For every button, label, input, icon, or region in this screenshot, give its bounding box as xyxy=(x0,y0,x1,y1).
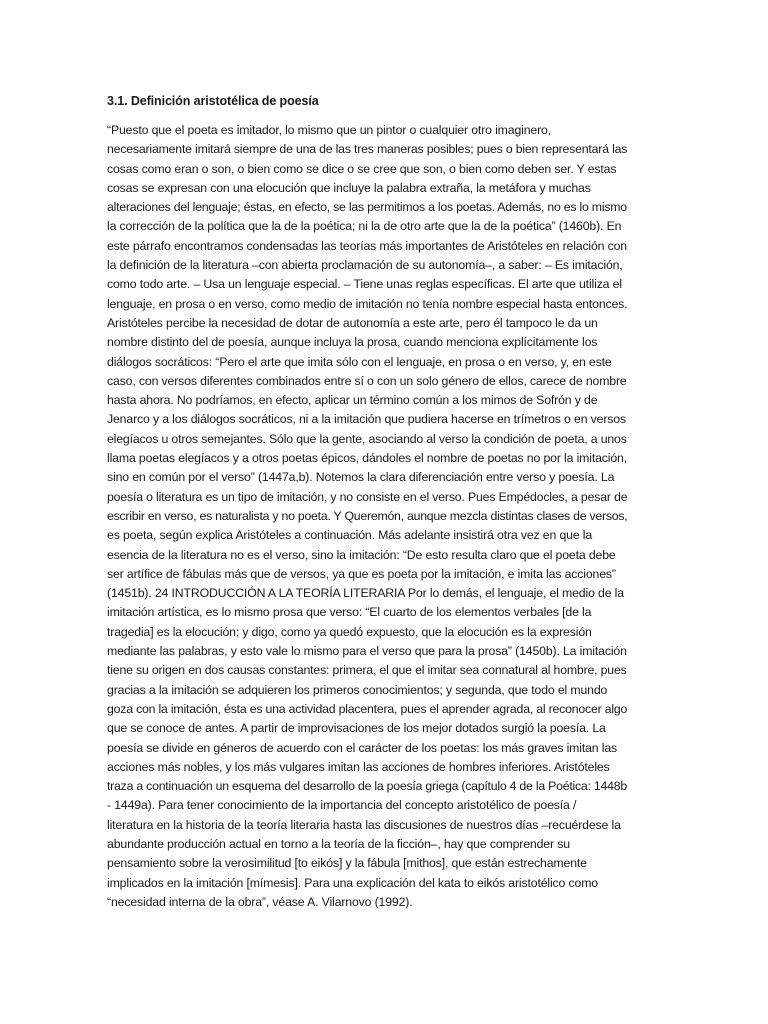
text-line: “Puesto que el poeta es imitador, lo mismo que un pintor o cualquier otro imaginero, xyxy=(107,123,552,137)
text-line: imitación artística, es lo mismo prosa que verso: “El cuarto de los elementos verbales [de la xyxy=(107,605,592,620)
text-line: como todo arte. – Usa un lenguaje especial. – Tiene unas reglas específicas. El arte que utiliza el xyxy=(107,277,622,292)
text-line: esencia de la literatura no es el verso, sino la imitación: “De esto resulta claro que el poeta debe xyxy=(107,547,616,562)
text-line: tiene su origen en dos causas constantes: primera, el que el imitar sea connatural al hombre, pues xyxy=(107,663,627,678)
text-line: cosas se expresan con una elocución que incluye la palabra extraña, la metáfora y muchas xyxy=(107,180,591,195)
text-line: (1451b). 24 INTRODUCCIÓN A LA TEORÍA LITERARIA Por lo demás, el lenguaje, el medio de la xyxy=(107,586,624,601)
text-line: mediante las palabras, y esto vale lo mismo para el verso que para la prosa” (1450b). La imitación xyxy=(107,644,627,659)
text-line: lenguaje, en prosa o en verso, como medio de imitación no tenía nombre especial hasta entonces. xyxy=(107,296,628,311)
text-line: poesía o literatura es un tipo de imitación, y no consiste en el verso. Pues Empédocles, a pesar de xyxy=(107,489,628,504)
text-line: goza con la imitación, ésta es una actividad placentera, pues el aprender agrada, al reconocer algo xyxy=(107,701,628,716)
text-line: este párrafo encontramos condensadas las teorías más importantes de Aristóteles en relación con xyxy=(107,238,627,253)
text-line: la definición de la literatura –con abierta proclamación de su autonomía–, a saber: – Es imitación, xyxy=(107,258,623,273)
text-line: traza a continuación un esquema del desarrollo de la poesía griega (capítulo 4 de la Poética: 1448b xyxy=(107,779,627,794)
text-line: pensamiento sobre la verosimilitud [to eikós] y la fábula [mithos], que están estrechamente xyxy=(107,856,587,871)
text-line: hasta ahora. No podríamos, en efecto, aplicar un término común a los mimos de Sofrón y de xyxy=(107,393,598,408)
text-line: - 1449a). Para tener conocimiento de la importancia del concepto aristotélico de poesía / xyxy=(107,798,577,813)
text-line: la corrección de la política que la de la poética; ni la de otro arte que la de la poética” (1460b). En xyxy=(107,219,622,234)
text-line: literatura en la historia de la teoría literaria hasta las discusiones de nuestros días –recuérdese la xyxy=(107,817,621,832)
text-line: que se conoce de antes. A partir de improvisaciones de los mejor dotados surgió la poesía. La xyxy=(107,721,606,736)
text-line: nombre distinto del de poesía, aunque incluya la prosa, cuando menciona explícitamente los xyxy=(107,335,598,350)
text-line: “necesidad interna de la obra”, véase A. Vilarnovo (1992). xyxy=(107,894,413,909)
text-line: Aristóteles percibe la necesidad de dotar de autonomía a este arte, pero él tampoco le da un xyxy=(107,315,598,330)
text-line: elegíacos u otros semejantes. Sólo que la gente, asociando al verso la condición de poeta, a unos xyxy=(107,431,627,446)
section-heading: 3.1. Definición aristotélica de poesía xyxy=(107,94,319,108)
text-line: caso, con versos diferentes combinados entre sí o con un solo género de ellos, carece de nombre xyxy=(107,373,627,388)
text-line: diálogos socráticos: “Pero el arte que imita sólo con el lenguaje, en prosa o en verso, y, en este xyxy=(107,354,612,369)
text-line: ser artífice de fábulas más que de versos, ya que es poeta por la imitación, e imita las acciones” xyxy=(107,566,616,581)
text-line: tragedia] es la elocución; y digo, como ya quedó expuesto, que la elocución es la expresión xyxy=(107,624,592,639)
body-paragraph xyxy=(107,121,627,912)
text-line: escribir en verso, es naturalista y no poeta. Y Queremón, aunque mezcla distintas clases de versos, xyxy=(107,508,628,523)
text-line: implicados en la imitación [mímesis]. Para una explicación del kata to eikós aristotélico como xyxy=(107,875,598,890)
text-line: gracias a la imitación se adquieren los primeros conocimientos; y segunda, que todo el mundo xyxy=(107,682,608,697)
text-line: sino en común por el verso” (1447a,b). Notemos la clara diferenciación entre verso y poesía. La xyxy=(107,470,615,485)
text-line: poesía se divide en géneros de acuerdo con el carácter de los poetas: los más graves imitan las xyxy=(107,740,618,755)
text-line: es poeta, según explica Aristóteles a continuación. Más adelante insistirá otra vez en que la xyxy=(107,528,593,543)
text-line: alteraciones del lenguaje; éstas, en efecto, se las permitimos a los poetas. Además, no es lo mismo xyxy=(107,200,627,215)
text-line: cosas como eran o son, o bien como se dice o se cree que son, o bien como deben ser. Y estas xyxy=(107,161,617,176)
text-line: necesariamente imitará siempre de una de las tres maneras posibles; pues o bien representará las xyxy=(107,142,628,157)
text-line: acciones más nobles, y los más vulgares imitan las acciones de hombres inferiores. Aristóteles xyxy=(107,759,610,774)
text-line: abundante producción actual en torno a la teoría de la ficción–, hay que comprender su xyxy=(107,836,570,851)
text-line: Jenarco y a los diálogos socráticos, ni a la imitación que pudiera hacerse en trímetros o en versos xyxy=(107,412,626,427)
text-line: llama poetas elegíacos y a otros poetas épicos, dándoles el nombre de poetas no por la imitación, xyxy=(107,451,628,466)
document-page xyxy=(107,92,627,912)
